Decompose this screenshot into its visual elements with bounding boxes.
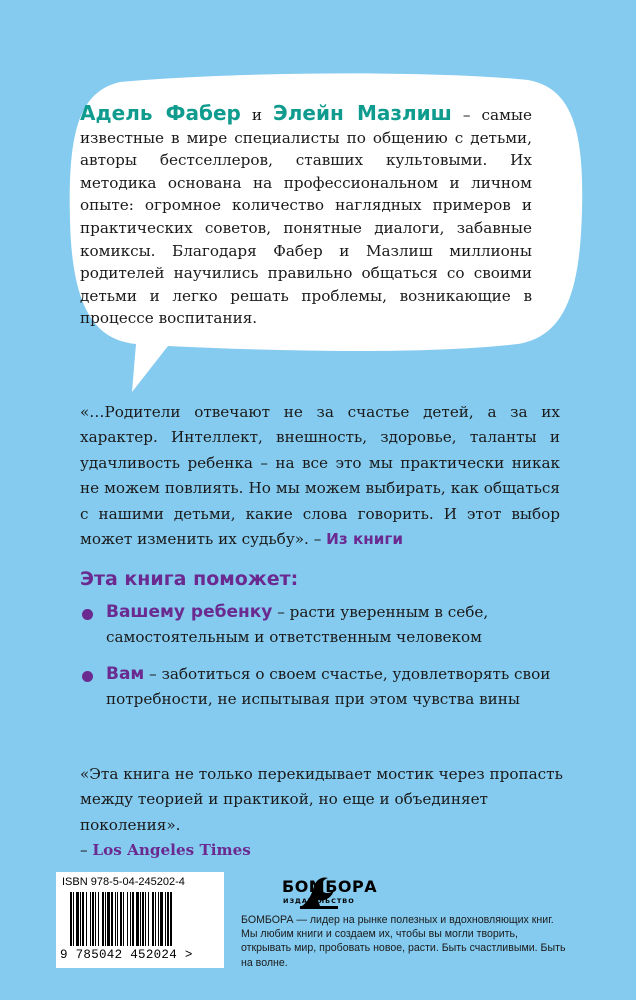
authors-description xyxy=(80,102,532,330)
help-item-highlight: Вашему ребенку xyxy=(106,602,273,622)
publisher-name: БОМБОРА xyxy=(282,877,378,896)
help-item-parent xyxy=(80,662,580,712)
isbn-label: ISBN 978-5-04-245202-4 xyxy=(62,876,185,888)
press-quote-dash: – xyxy=(80,841,93,860)
help-item-text: – заботиться о своем счастье, удовлетворять свои потребности, не испытывая при этом чувства вины xyxy=(106,665,551,708)
book-quote xyxy=(80,400,560,552)
press-quote-source: Los Angeles Times xyxy=(92,841,251,860)
barcode xyxy=(56,872,224,968)
publisher-subtitle: ИЗДАТЕЛЬСТВО xyxy=(283,897,355,905)
help-list xyxy=(80,600,580,724)
help-item-highlight: Вам xyxy=(106,664,145,684)
book-quote-text: «…Родители отвечают не за счастье детей, а за их характер. Интеллект, внешность, здоровье, таланты и удачливость ребенка – на все это мы практически никак не можем повлиять. Но мы можем выбирать, как общаться с нашими детьми, какие слова говорить. И этот выбор может изменить их судьбу». – xyxy=(80,403,560,549)
author-name-faber: Адель Фабер xyxy=(80,101,241,125)
bullet-icon xyxy=(82,671,93,682)
help-item-text: – расти уверенным в себе, самостоятельным и ответственным человеком xyxy=(106,603,489,646)
authors-text: – самые известные в мире специалисты по общению с детьми, авторы бестселлеров, ставших культовыми. Их методика основана на профессиональном и личном опыте: огромное количество наглядных примеров и практических советов, понятные диалоги, забавные комиксы. Благодаря Фабер и Мазлиш миллионы родителей научились правильно общаться со своими детьми и легко решать проблемы, возникающие в процессе воспитания. xyxy=(80,106,532,328)
help-title: Эта книга поможет: xyxy=(80,568,299,590)
speech-bubble xyxy=(0,0,636,400)
press-quote-text: «Эта книга не только перекидывает мостик через пропасть между теорией и практикой, но еще и объединяет поколения». xyxy=(80,765,563,834)
bullet-icon xyxy=(82,609,93,620)
publisher-description: БОМБОРА — лидер на рынке полезных и вдохновляющих книг. Мы любим книги и создаем их, чтобы вы могли творить, открывать мир, пробовать новое, расти. Быть счастливыми. Быть на волне. xyxy=(241,914,566,969)
conjunction: и xyxy=(240,106,274,124)
barcode-bars xyxy=(56,892,224,948)
barcode-number: 9 785042 452024 > xyxy=(60,948,193,962)
author-name-mazlish: Элейн Мазлиш xyxy=(273,101,452,125)
press-quote xyxy=(80,762,580,864)
book-quote-source: Из книги xyxy=(326,530,403,549)
help-item-child xyxy=(80,600,580,650)
